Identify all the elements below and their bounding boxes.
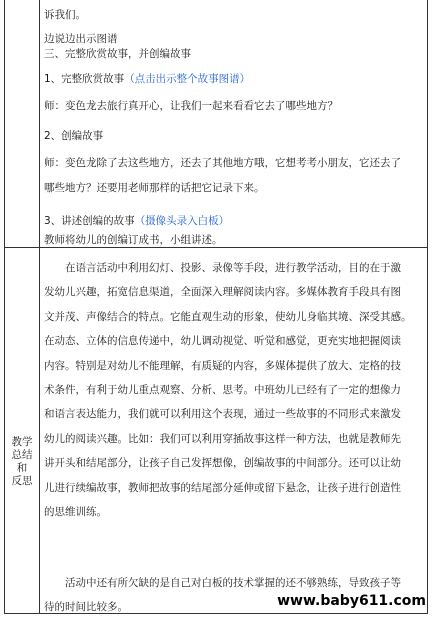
paragraph-line: 待的时间比较多。 xyxy=(44,601,128,614)
side-label-line: 教学 xyxy=(11,436,33,448)
paragraph-line: 幼儿的阅读兴趣。比如：我们可以利用穿插故事这样一种方法，也就是教师先 xyxy=(44,432,401,445)
step-item-2: 2、创编故事 xyxy=(44,130,104,142)
teacher-line: 哪些地方？还要用老师那样的话把它记录下来。 xyxy=(44,182,265,194)
section-heading: 三、完整欣赏故事，并创编故事 xyxy=(44,48,191,60)
paragraph-line: 内容。特别是对幼儿不能理解，有质疑的内容，多媒体提供了放大、定格的技 xyxy=(44,359,401,372)
text-line: 教师将幼儿的创编订成书，小组讲述。 xyxy=(44,234,223,246)
side-label-line: 和 xyxy=(16,462,28,474)
column-divider xyxy=(39,0,40,613)
site-watermark: www.baby611.com xyxy=(277,593,426,609)
paragraph-line: 讲开头和结尾部分，让孩子自己发挥想像，创编故事的中间部分。还可以让幼 xyxy=(44,457,401,470)
paragraph-line: 术条件，有利于幼儿重点观察、分析、思考。中班幼儿已经有了一定的想像力 xyxy=(44,384,401,397)
step-item-1 xyxy=(44,73,250,85)
paragraph-line: 儿进行续编故事，教师把故事的结尾部分延伸或留下悬念，让孩子进行创造性 xyxy=(44,481,401,494)
text-line: 边说边出示图谱 xyxy=(44,33,118,45)
step-label: 3、讲述创编的故事 xyxy=(44,215,135,227)
step-label: 1、完整欣赏故事 xyxy=(44,73,125,85)
paragraph-line: 发幼儿兴趣，拓宽信息渠道，全面深入理解阅读内容。多媒体教育手段具有图 xyxy=(44,286,401,299)
paragraph-line: 在动态、立体的信息传递中，幼儿调动视觉、听觉和感觉，更充实地把握阅读 xyxy=(44,335,401,348)
paragraph-line: 活动中还有所欠缺的是自己对白板的技术掌握的还不够熟练，导致孩子等 xyxy=(65,577,401,589)
side-label xyxy=(7,436,37,488)
paragraph-line: 的思维训练。 xyxy=(44,506,107,519)
teacher-line: 师：变色龙除了去这些地方，还去了其他地方哦，它想考考小朋友，它还去了 xyxy=(44,157,401,169)
reflection-paragraph-1 xyxy=(44,256,420,524)
step-note: （摄像头录入白板） xyxy=(134,215,230,227)
paragraph-line: 文并茂、声像结合的特点。它能直观生动的形象，使幼儿身临其境、深受其感。 xyxy=(44,310,412,323)
row-divider xyxy=(5,247,427,248)
side-label-line: 总结 xyxy=(11,449,33,461)
step-item-3 xyxy=(44,215,229,227)
paragraph-line: 在语言活动中利用幻灯、投影、录像等手段，进行教学活动，目的在于激 xyxy=(65,262,401,274)
paragraph-line: 和语言表达能力，我们就可以利用这个表现，通过一些故事的不同形式来激发 xyxy=(44,408,401,421)
text-line: 诉我们。 xyxy=(44,9,86,21)
teacher-line: 师：变色龙去旅行真开心，让我们一起来看看它去了哪些地方？ xyxy=(44,100,338,112)
side-label-line: 反思 xyxy=(11,475,33,487)
step-note: （点击出示整个故事图谱） xyxy=(124,73,251,85)
